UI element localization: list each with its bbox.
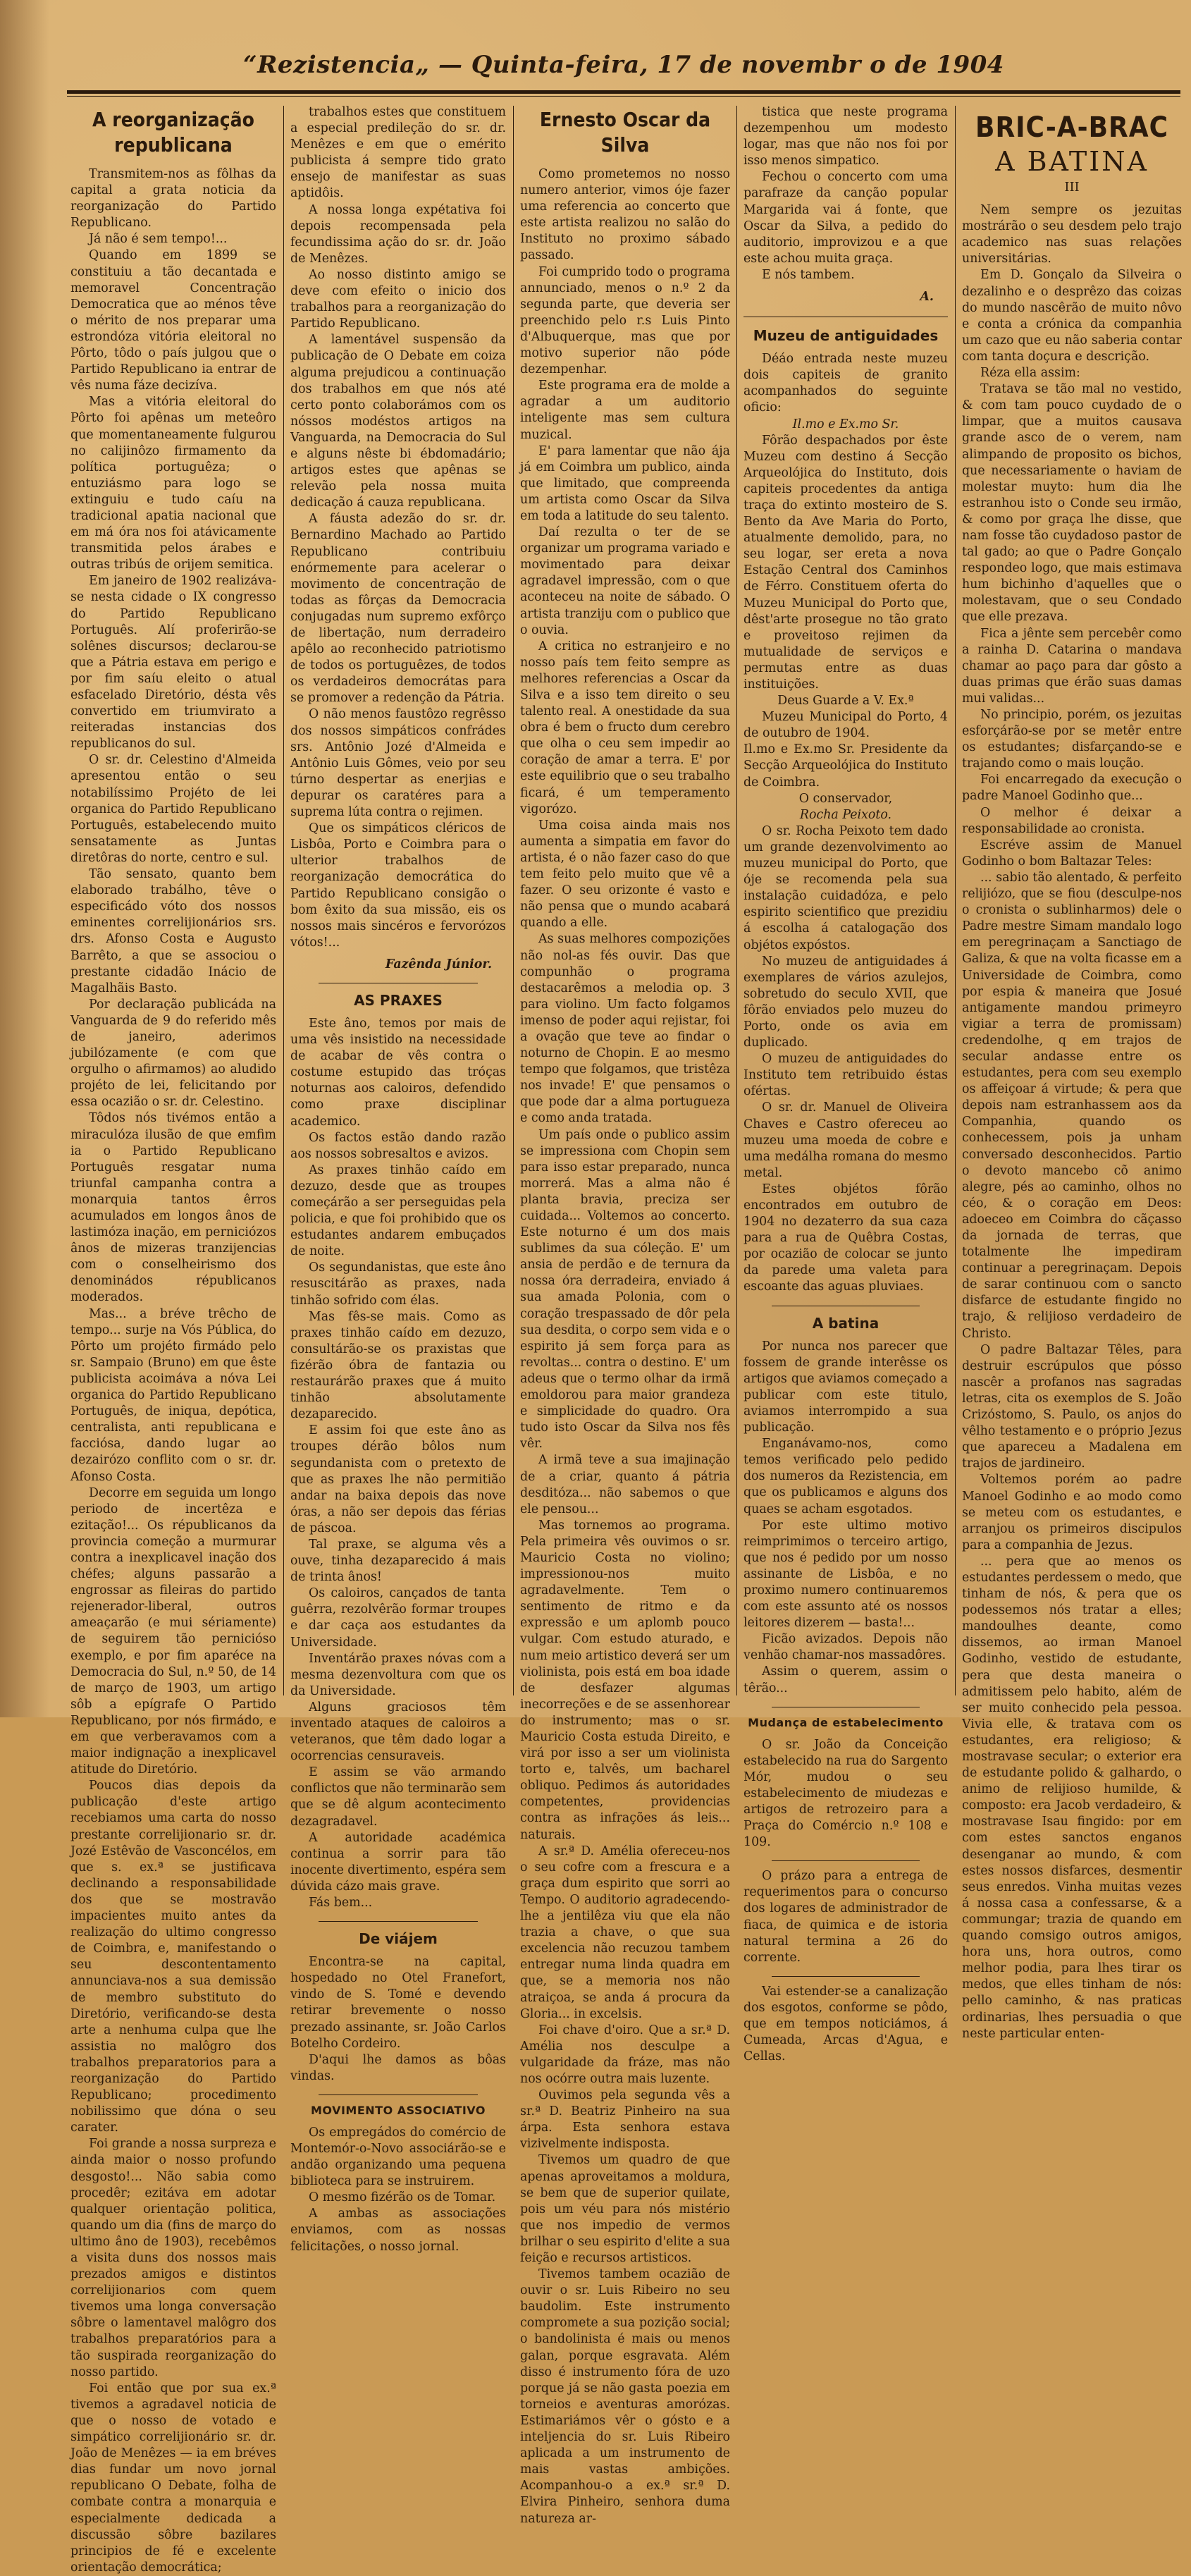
- muzeu-paragraphs: [743, 823, 948, 1296]
- paragraph: Ao nosso distinto amigo se deve com efeito o inicio dos trabalhos para a reorganização do Partido Republicano.: [290, 267, 506, 331]
- paragraph: A lamentável suspensão da publicação de O Debate em coiza alguma prejudicou a continuação dos trabalhos em que nós até certo ponto colaborámos com os nóssos modéstos artigos na Vanguarda, na Democracia do Sul e alguns nêste bi ébdomadário; artigos estes que apênas se relevão pela nossa muita dedicação á cauza republicana.: [290, 333, 506, 510]
- paragraph: Tratava se tão mal no vestido, & com tam pouco cuydado de o limpar, que a muitos causava grande asco de o verem, nam alimpando de proposito os bichos, que necessariamente o haviam de molestar muyto: hum dia lhe estranhou isto o Conde seu irmão, & como por graça lhe disse, que nam fosse tão cuydadoso pastor de tal gado; ao que o Padre Gonçalo respondeo logo, que mais estimava hum bichinho d'aquelles que o molestavam, que o seu Condado que elle prezava.: [962, 382, 1182, 625]
- column-3: [520, 104, 730, 2526]
- paragraph: As suas melhores compozições não nol-as fés ouvir. Das que compunhão o programa destacarêmos a melodia op. 3 para violino. Um facto folgamos imenso de poder aqui rejistar, foi a ovação que teve ao findar o noturno de Chopin. E ao mesmo tempo que folgamos, que tristêza nos invade! E' que pensamos o que pode dar a alma portugueza e como anda tratada.: [520, 932, 730, 1126]
- article-title-viajem: De viájem: [359, 1930, 438, 1948]
- paragraph: Enganávamo-nos, como temos verificado pelo pedido dos numeros da Rezistencia, em que os publicamos e alguns dos quaes se acham esgotados.: [743, 1437, 948, 1516]
- paragraph: ... pera que ao menos os estudantes perdessem o medo, que tinham de nós, & pera que os podessemos nós tratar a elles; mandoulhes deante, como dissemos, ao irman Manoel Godinho, vestido de estudante, pera que desta maneira o admitissem pelo habito, além de ser muito conhecido pela pessoa. Vivia elle, & tratava com os estudantes, era religioso; & mostravase secular; o exterior era de estudante polido & galhardo, o animo de relijioso humilde, & composto: era Jacob verdadeiro, & mostravase Isau fingido: por em com estes sanctos enganos desenganar ao mundo, & com estes nossos disfarces, desmentir seus enredos. Vinha muitas vezes á nossa casa a confessarse, & a commungar; trazia de quando em quando comsigo outros amigos, hora uns, hora outros, como melhor podia, para lhes tirar os medos, que elles tinham de nós: pello caminho, & nas praticas ordinarias, lhes persuadia o que neste particular enten-: [962, 1554, 1182, 2041]
- col4-paragraphs: [743, 104, 948, 283]
- paragraph: Tal praxe, se alguma vês a ouve, tinha dezaparecido á mais de trinta ânos!: [290, 1537, 506, 1585]
- paragraph: Por nunca nos parecer que fossem de grande interêsse os artigos que aviamos começado a publicar com este titulo, aviamos interrompido a sua publicação.: [743, 1339, 948, 1435]
- divider: [772, 1860, 920, 1861]
- paragraph: A critica no estranjeiro e no nosso país tem feito sempre as melhores referencias a Oscar da Silva e a isso tem direito o seu talento real. A onestidade da sua obra é bem o fructo dum cerebro que olha o ceu sem impedir ao coração de amar a terra. E' por este equilibrio que o seu trabalho ficará, é um temperamento vigorózo.: [520, 639, 730, 816]
- column-5: [962, 104, 1182, 2041]
- muzeu-letter: [743, 433, 948, 694]
- article-title-praxes: AS PRAXES: [354, 991, 443, 1009]
- paragraph: A sr.ª D. Amélia ofereceu-nos o seu cofre com a frescura e a graça dum espirito que sorri ao Tempo. O auditorio agradecendo-lhe a jentilêza viu que ela não trazia a chave, o que sua excelencia não recuzou tambem entregar numa linda quadra em que, se a memoria nos não atraiçoa, se anda á procura da Gloria... in excelsis.: [520, 1844, 730, 2021]
- paragraph: O sr. Rocha Peixoto tem dado um grande dezenvolvimento ao muzeu municipal do Porto, que óje se recomenda pela sua instalação cuidadóza, e pelo espirito scientifico que prezidiu á escolha á catalogação dos objétos expóstos.: [743, 823, 948, 952]
- paragraph: Nem sempre os jezuitas mostrárão o seu desdem pelo trajo academico nas suas relações universitárias.: [962, 203, 1182, 266]
- movimento-paragraphs: [290, 2125, 506, 2255]
- paragraph: Um país onde o publico assim se impressiona com Chopin sem para isso estar preparado, nunca morrerá. Mas a alma não é planta bravia, preciza ser cuidada... Voltemos ao concerto. Este noturno é um dos mais sublimes da sua cóleção. E' um ansia de perdão e de ternura da nossa óra derradeira, enviado á sua amada Polonia, com o coração trespassado de dôr pela sua desdita, o corpo sem vida e o espirito já sem força para as revoltas... contra o destino. E' um adeus que o termo olhar da irmã emoldorou para maior grandeza e simplicidade do quadro. Ora tudo isto Oscar da Silva nos fês vêr.: [520, 1127, 730, 1452]
- page-edge-shadow: [0, 0, 49, 1717]
- god-guard: Deus Guarde a V. Ex.ª: [777, 694, 914, 709]
- paragraph: Estes objétos fôrão encontrados em outubro de 1904 no dezaterro da sua caza para a rua de Quêbra Costas, por ocazião de colocar se junto da parede uma valeta para escoante das aguas pluviaes.: [743, 1182, 948, 1294]
- paragraph: Tôdos nós tivémos então a miraculóza ilusão de que emfim ia o Partido Republicano Português resgatar numa triunfal campanha contra a monarquia tantos êrros acumulados em longos ânos de lastimóza inação, em perniciózos ânos de mizeras tranzijencias com o conselheirismo dos denominádos républicanos moderados.: [70, 1111, 276, 1305]
- paragraph: O sr. João da Conceição estabelecido na rua do Sargento Mór, mudou o seu estabelecimento de miudezas e artigos de retrozeiro para a Praça do Comércio n.º 108 e 109.: [743, 1737, 948, 1850]
- paragraph: Voltemos porém ao padre Manoel Godinho e ao modo como se meteu com os estudantes, e arranjou os primeiros discipulos para a companhia de Jezus.: [962, 1473, 1182, 1552]
- viajem-paragraphs: [290, 1954, 506, 2085]
- paragraph: O sr. dr. Celestino d'Almeida apresentou então o seu notabilíssimo Projéto de lei organica do Partido Republicano Português, estabelecendo muito sensatamente as Juntas diretôras do norte, centro e sul.: [70, 753, 276, 865]
- paragraph: Inventárão praxes nóvas com a mesma dezenvoltura com que os da Universidade.: [290, 1651, 506, 1698]
- letter-addressee: Il.mo e Ex.mo Sr. Presidente da Secção Arqueolójica do Instituto de Coimbra.: [743, 742, 948, 790]
- paragraph: Tivemos um quadro de que apenas aproveitamos a moldura, se bem que de superior quilate, pois um véu para nós mistério que nos impedio de vermos brilhar o seu espirito d'elite a sua feição e recursos artisticos.: [520, 2153, 730, 2265]
- paragraph: Fás bem...: [309, 1896, 373, 1910]
- paragraph: Déáo entrada neste muzeu dois capiteis de granito acompanhados do seguinte oficio:: [743, 352, 948, 415]
- signature-fazenda-junior: Fazênda Júnior.: [385, 957, 492, 971]
- keeper-name: Rocha Peixoto.: [799, 807, 892, 822]
- paragraph: Foi então que por sua ex.ª tivemos a agradavel noticia de que o nosso de votado e simpático correlijionário sr. dr. João de Menêzes — ia em bréves dias fundar um novo jornal republicano O Debate, folha de combate contra a monarquia e especialmente dedicada a discussão sôbre bazilares principios de fé e excelente orientação democrática;: [70, 2381, 276, 2575]
- article-title-batina: A batina: [812, 1314, 880, 1332]
- section-subtitle-batina: A BATINA: [995, 146, 1149, 177]
- salutation: Il.mo e Ex.mo Sr.: [792, 417, 899, 431]
- paragraph: Os factos estão dando razão aos nossos sobresaltos e avizos.: [290, 1130, 506, 1161]
- paragraph: Já não é sem tempo!...: [89, 232, 228, 247]
- paragraph: Ficão avizados. Depois não venhão chamar-nos massadôres.: [743, 1632, 948, 1663]
- paragraph: A irmã teve a sua imajinação de a criar, quanto á pátria desditóza... não sabemos o que ele pensou...: [520, 1453, 730, 1516]
- muzeu-intro: [743, 351, 948, 416]
- paragraph: tistica que neste programa dezempenhou um modesto logar, mas que não nos foi por isso menos simpatico.: [743, 105, 948, 168]
- paragraph: Transmitem-nos as fôlhas da capital a grata noticia da reorganização do Partido Republicano.: [70, 167, 276, 231]
- column-2: [290, 104, 507, 2254]
- paragraph: O não menos faustôzo regrêsso dos nossos simpáticos confrádes srs. Antônio Jozé d'Almeida e Antônio Luis Gômes, veio por seu túrno despertar as enerjias e depurar os caratéres para a suprema lúta contra o rejimen.: [290, 707, 506, 820]
- paragraph: Em janeiro de 1902 realizáva-se nesta cidade o IX congresso do Partido Republicano Português. Alí proferirão-se solênes discursos; declarou-se que a Pátria estava em perigo e por fim saíu eleito o atual esfacelado Diretório, désta vês convertido em triumvirato a reiteradas instancias dos republicanos do sul.: [70, 574, 276, 752]
- paragraph: Mas a vitória eleitoral do Pôrto foi apênas um meteôro que momentaneamente fulgurou no calijinôzo firmamento da política portuguêza; o entuziásmo para logo se extinguiu e tudo caíu na tradicional apatia nacional que em má óra nos foi atávicamente transmitida pelos árabes e outras tribús de orijem semitica.: [70, 395, 276, 572]
- paragraph: O prázo para a entrega de requerimentos para o concurso dos logares de administrador de fiaca, de quimica e de istoria natural termina a 26 do corrente.: [743, 1869, 948, 1965]
- column-1: [70, 104, 276, 2575]
- paragraph: Em D. Gonçalo da Silveira o dezalinho e o desprêzo das coizas do mundo nascêrão de muito nôvo e conta a crónica da companhia um cazo que eu não saberia contar com tanta doçura e descrição.: [962, 268, 1182, 364]
- paragraph: Encontra-se na capital, hospedado no Otel Franefort, vindo de S. Tomé e devendo retirar brevemente o nosso prezado assinante, sr. João Carlos Botelho Cordeiro.: [290, 1955, 506, 2051]
- paragraph: Foi cumprido todo o programa annunciado, menos o n.º 2 da segunda parte, que deveria ser preenchido pelo r.s Luis Pinto d'Albuquerque, mas que por motivo superior não póde dezempenhar.: [520, 264, 730, 377]
- paragraph: Daí rezulta o ter de se organizar um programa variado e movimentado para deixar agradavel impressão, com o que aconteceu na noite de sábado. O artista tranziju com o publico que o ouvia.: [520, 525, 730, 637]
- paragraph: Vai estender-se a canalização dos esgotos, conforme se pôdo, que em tempos noticiámos, á Cumeada, Arcas d'Agua, e Cellas.: [743, 1984, 948, 2064]
- column-4: [743, 104, 948, 2064]
- section-number: III: [1064, 180, 1080, 195]
- paragraph: O melhor é deixar a responsabilidade ao cronista.: [962, 805, 1182, 836]
- paragraph: Uma coisa ainda mais nos aumenta a simpatia em favor do artista, é o não fazer caso do que tem feito pelo muito que vê a fazer. O seu orizonte é vasto e não pensa que o mundo acabará quando a elle.: [520, 818, 730, 931]
- article-title-mudanca: Mudança de estabelecimento: [748, 1715, 944, 1729]
- paragraph: Tivemos tambem ocazião de ouvir o sr. Luis Ribeiro no seu baudolim. Este instrumento compromete a sua pozição social; o bandolinista é mais ou menos galan, porque esgravata. Além disso é instrumento fóra de uzo porque já se não gasta poezia em torneios e aventuras amorózas. Estimariámos vêr o gósto e a inteljencia do sr. Luis Ribeiro aplicada a um instrumento de mais vastas ambições. Acompanhou-o a ex.ª sr.ª D. Elvira Pinheiro, senhora duma natureza ar-: [520, 2267, 730, 2526]
- letter-place: Muzeu Municipal do Porto, 4 de outubro de 1904.: [743, 710, 948, 741]
- paragraph: Os empregádos do comércio de Montemór-o-Novo associárão-se e andão organizando uma pequena biblioteca para se instruirem.: [290, 2125, 506, 2189]
- paragraph: E nós tambem.: [762, 267, 855, 282]
- paragraph: Fica a jênte sem percebêr como a rainha D. Catarina o mandava chamar ao paço para dar gôsto a duas primas que érão suas damas mui validas...: [962, 626, 1182, 706]
- paragraph: Quando em 1899 se constituiu a tão decantada e memoravel Concentração Democratica que ao ménos têve o mérito de nos preparar uma estrondóza vitória eleitoral no Pôrto, tôdo o país julgou que o Partido Republicano ia entrar de vês numa fáze decizíva.: [70, 248, 276, 393]
- paragraph: ... sabio tão alentado, & perfeito relijiózo, que se fiou (desculpe-nos o cronista o sublinharmos) dele o Padre mestre Simam mandalo logo em peregrinaçam a Sanctiago de Galiza, & que na volta ficasse em a Universidade de Coimbra, como por espia & maneira que Josué antigamente mandou primeyro vigiar a terra de promissam) credendolhe, q em trajos de secular andasse entre os estudantes, pera com seu exemplo os affeiçoar á virtude; & pera que depois nam estranhassem aos da Companhia, quando os conhecessem, pois ja unham conversado desconhecidos. Partio o devoto mancebo cõ animo alegre, pés ao caminho, olhos no céo, & o coração em Deos: adoeceo em Coimbra do cãçasso da jornada de terras, que totalmente lhe impediram continuar a peregrinaçam. Depois de sarar continuou com o sancto disfarce de estudante fingido no trajo, & relijioso verdadeiro de Christo.: [962, 870, 1182, 1341]
- masthead-rule-thin: [67, 96, 1180, 97]
- paragraph: O mesmo fizérão os de Tomar.: [309, 2190, 496, 2205]
- paragraph: A nossa longa expétativa foi depois recompensada pela fecundissima ação do sr. dr. João de Menêzes.: [290, 202, 506, 266]
- article-title-reorganizacao: A reorganização republicana: [92, 108, 254, 157]
- paragraph: As praxes tinhão caído em dezuzo, desde que as troupes começárão a ser perseguidas pela policia, e que foi prohibido que os estudantes andarem embuçados de noite.: [290, 1163, 506, 1259]
- paragraph: Decorre em seguida um longo periodo de incertêza e ezitação!... Os républicanos da provincia começão a murmurar contra a inexplicavel inação dos chéfes; alguns passarão a engrossar as fileiras do partido rejenerador-liberal, outros ameaçarão (e mui sériamente) de seguirem tão pernicióso exemplo, e por fim aparéce na Democracia do Sul, n.º 50, de 14 de março de 1903, um artigo sôb a epígrafe O Partido Republicano, por nós firmádo, e em que verberavamos com a maior indignação a inexplicavel atitude do Diretório.: [70, 1485, 276, 1777]
- paragraph: trabalhos estes que constituem a especial predileção do sr. dr. Menêzes e em que o emérito publicista á sempre tido grato ensejo de manifestar as suas aptidôis.: [290, 105, 506, 201]
- masthead: [67, 44, 1180, 86]
- paragraph: E assim se vão armando conflictos que não terminarão sem que se dê algum acontecimento dezagradavel.: [290, 1765, 506, 1829]
- masthead-rule: [67, 90, 1180, 94]
- paragraph: A fáusta adezão do sr. dr. Bernardino Machado ao Partido Republicano contribuiu enórmemente para acelerar o movimento de concentração de todas as fôrças da Democracia conjugadas num supremo exfôrço de libertação, num derradeiro apêlo ao reconhecido patriotismo de todos os portuguêzes, de todos os verdadeiros democrátas para se promover a redenção da Pátria.: [290, 512, 506, 706]
- paragraph: O muzeu de antiguidades do Instituto tem retribuido éstas ofértas.: [743, 1052, 948, 1099]
- paragraph: Fôrão despachados por êste Muzeu com destino á Secção Arqueolójica do Instituto, dois capiteis procedentes da antiga traça do extinto mosteiro de S. Bento da Ave Maria do Porto, atualmente demolido, para, no seu logar, ser ereta a nova Estação Central dos Caminhos de Férro. Constituem oferta do Muzeu Municipal do Porto que, dêst'arte prosegue no tão grato e proveitoso rejimen da mutualidade de serviços e permutas entre as duas instituições.: [743, 433, 948, 692]
- paragraph: No principio, porém, os jezuitas esforçárão-se por se metêr entre os estudantes; disfarçando-se e trajando como o mais loução.: [962, 708, 1182, 771]
- paragraph: Foi chave d'oiro. Que a sr.ª D. Amélia nos desculpe a vulgaridade da fráze, mas não nos ocórre outra mais luzente.: [520, 2023, 730, 2086]
- paragraph: Fechou o concerto com uma parafraze da canção popular Margarida vai á fonte, que Oscar da Silva, a pedido do auditorio, improvizou e a que este achou muita graça.: [743, 170, 948, 266]
- column-rule-1: [283, 106, 284, 1695]
- col5-paragraphs: [962, 202, 1182, 2042]
- paragraph: D'aqui lhe damos as bôas vindas.: [290, 2052, 506, 2083]
- paragraph: Mas tornemos ao programa. Pela primeira vês ouvimos o sr. Mauricio Costa no violino; impressionou-nos muito agradavelmente. Tem o sentimento de ritmo e da expressão e um aplomb pouco vulgar. Com estudo aturado, e num meio artistico deverá ser um violinista, pois está em boa idade de desfazer algumas inecorreções e de se assenhorear do instrumento; mas o sr. Mauricio Costa estuda Direito, e virá por isso a ser um violinista torto e, talvês, um bacharel obliquo. Pedimos ás autoridades competentes, providencias contra as infrações ás leis... naturais.: [520, 1518, 730, 1842]
- article-title-muzeu: Muzeu de antiguidades: [753, 327, 939, 345]
- paragraph: Os segundanistas, que este âno resuscitárão as praxes, nada tinhão sofrido com élas.: [290, 1261, 506, 1308]
- paragraph: Por este ultimo motivo reimprimimos o terceiro artigo, que nos é pedido por um nosso assinante de Lisbôa, e no proximo numero continuaremos com este assunto até os nossos leitores dizerem — basta!...: [743, 1518, 948, 1631]
- mudanca-paragraphs: [743, 1737, 948, 1851]
- paragraph: E assim foi que este âno as troupes dérão bôlos num segundanista com o pretexto de que as praxes lhe não permitião andar na baixa depois das nove óras, a não ser depois das férias de páscoa.: [290, 1423, 506, 1535]
- paragraph: Tão sensato, quanto bem elaborado trabálho, têve o especificádo vóto dos nossos eminentes correlijionários srs. drs. Afonso Costa e Augusto Barrêto, a que se associou o prestante cidadão Inácio de Magalhãis Basto.: [70, 867, 276, 995]
- paragraph: Assim o querem, assim o têrão...: [743, 1664, 948, 1695]
- paragraph: A autoridade académica continua a sorrir para tão inocente divertimento, espéra sem dúvida cázo mais grave.: [290, 1830, 507, 1894]
- signature-a: A.: [920, 290, 934, 305]
- paragraph: Réza ella assim:: [980, 366, 1080, 381]
- section-title-bric-a-brac: BRIC-A-BRAC: [975, 111, 1168, 144]
- paragraph: Os caloiros, cançados de tanta guêrra, rezolvêrão formar troupes e dar caça aos estudantes da Universidade.: [290, 1586, 506, 1650]
- paragraph: Este programa era de molde a agradar a um auditorio inteligente mas sem cultura muzical.: [520, 379, 730, 442]
- paragraph: Este âno, temos por mais de uma vês insistido na necessidade de acabar de vês contra o costume estupido das tróças noturnas aos caloiros, defendido como praxe disciplinar academico.: [290, 1016, 506, 1129]
- paragraph: E' para lamentar que não ája já em Coimbra um publico, ainda que limitado, que compreenda um artista como Oscar da Silva em toda a latitude do seu talento.: [520, 443, 730, 523]
- divider: [319, 1921, 478, 1922]
- col1-paragraphs: [70, 166, 276, 2576]
- paragraph: Por declaração publicáda na Vanguarda de 9 do referido mês de janeiro, aderimos jubilózamente (e com que orgulho o afirmamos) ao aludido projéto de lei, felicitando por essa ocazião o sr. dr. Celestino.: [70, 997, 276, 1110]
- paragraph: O sr. dr. Manuel de Oliveira Chaves e Castro ofereceu ao muzeu uma moeda de cobre e uma medálha romana do mesmo metal.: [743, 1100, 948, 1180]
- paragraph: A ambas as associações enviamos, com as nossas felicitações, o nosso jornal.: [290, 2207, 506, 2254]
- paragraph: No muzeu de antiguidades á exemplares de vários azulejos, sobretudo do seculo XVII, que fôrão enviados pelo muzeu do Porto, onde os avia em duplicado.: [743, 954, 948, 1050]
- paragraph: Ouvimos pela segunda vês a sr.ª D. Beatriz Pinheiro na sua árpa. Esta senhora estava vizivelmente indisposta.: [520, 2088, 730, 2152]
- paragraph: Escréve assim de Manuel Godinho o bom Baltazar Teles:: [962, 838, 1182, 869]
- col2-paragraphs: [290, 104, 506, 951]
- col3-paragraphs: [520, 166, 730, 2527]
- divider: [772, 1976, 920, 1977]
- paragraph: Foi encarregado da execução o padre Manoel Godinho que...: [962, 773, 1182, 804]
- paragraph: Foi grande a nossa surpreza e ainda maior o nosso profundo desgosto!... Não sabia como procedêr; ezitáva em adotar qualquer orientação politica, quando um dia (fins de março do ultimo âno de 1903), recebêmos a visita duns dos nossos mais prezados amigos e distintos correlijionarios com quem tivemos uma longa conversação sôbre o lamentavel malôgro dos trabalhos preparatórios para a tão suspirada reorganização do nosso partido.: [70, 2137, 276, 2379]
- paragraph: Alguns graciosos têm inventado ataques de caloiros a veteranos, que têm dado logar a ocorrencias censuraveis.: [290, 1700, 506, 1764]
- canalizacao-paragraphs: [743, 1984, 948, 2065]
- article-title-movimento: MOVIMENTO ASSOCIATIVO: [311, 2103, 486, 2117]
- paragraph: Que os simpáticos cléricos de Lisbôa, Porto e Coimbra para o ulterior trabalhos de reorganização democrática do Partido Republicano consigão o bom êxito da sua missão, eis os nossos mais sincéros e fervorózos vótos!...: [290, 821, 506, 950]
- prazo-paragraphs: [743, 1868, 948, 1966]
- batina-paragraphs: [743, 1339, 948, 1697]
- column-rule-3: [736, 106, 737, 1695]
- article-title-ernesto: Ernesto Oscar da Silva: [539, 108, 711, 157]
- paragraph: Mas... a bréve trêcho de tempo... surje na Vós Pública, do Pôrto um projéto firmádo pelo sr. Sampaio (Bruno) em que êste publicista acoimáva a nóva Lei organica do Partido Republicano Português, de iniqua, depótica, centralista, anti republicana e facciósa, dando lugar ao dezairózo conflito com o sr. dr. Afonso Costa.: [70, 1306, 276, 1484]
- masthead-line: “Rezistencia„ — Quinta-feira, 17 de novembr o de 1904: [243, 51, 1004, 79]
- divider: [319, 2094, 478, 2095]
- column-rule-4: [955, 106, 956, 1695]
- column-rule-2: [513, 106, 514, 1695]
- praxes-paragraphs: [290, 1016, 506, 1911]
- paragraph: O padre Baltazar Têles, para destruir escrúpulos que pósso nascêr a profanos nas sagradas letras, cita os exemplos de S. João Crizóstomo, S. Paulo, os anjos do vêlho testamento e o próprio Jezus que apareceu a Madalena em trajos de jardineiro.: [962, 1342, 1182, 1471]
- keeper-title: O conservador,: [798, 791, 893, 806]
- paragraph: Poucos dias depois da publicação d'este artigo recebiamos uma carta do nosso prestante correlijionario sr. dr. Jozé Estêvão de Vasconcélos, em que s. ex.ª se justificava declinando a responsabilidade dos que se mostravão impacientes muito antes da realização do ultimo congresso de Coimbra, e, manifestando o seu descontentamento annunciava-nos a sua demissão de membro substituto do Diretório, verificando-se desta arte a nenhuma culpa que lhe assistia no malôgro dos trabalhos preparatorios para a reorganização do Partido Republicano; procedimento nobilissimo que dóna o seu carater.: [70, 1779, 276, 2135]
- paragraph: Mas fês-se mais. Como as praxes tinhão caído em dezuzo, consultárão-se os praxistas que fizérão óbra de fantazia ou restaurárão praxes que á muito tinhão absolutamente dezaparecido.: [290, 1309, 506, 1422]
- paragraph: Como prometemos no nosso numero anterior, vimos óje fazer uma referencia ao concerto que este artista realizou no salão do Instituto no proximo sábado passado.: [520, 167, 730, 263]
